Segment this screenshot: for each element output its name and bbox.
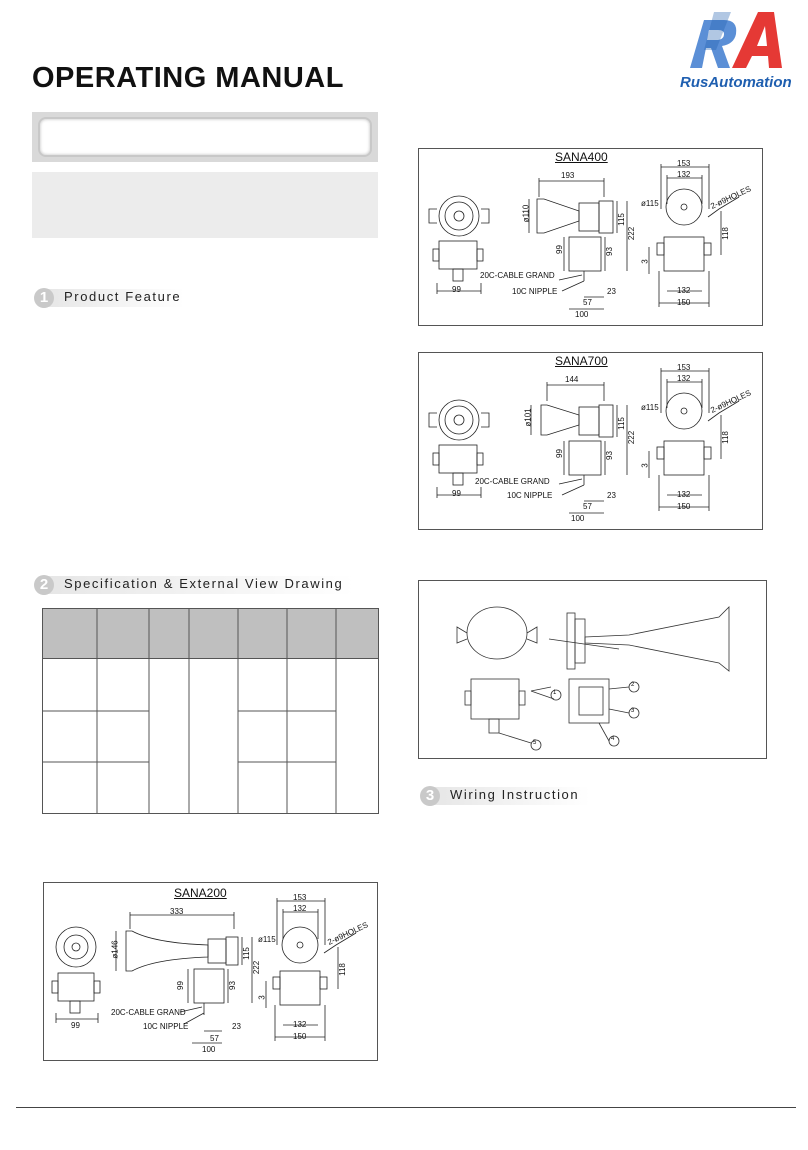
holes-label: 2-ø9HOLES <box>326 920 370 947</box>
dim-132b: 132 <box>677 490 691 499</box>
logo-text: RusAutomation <box>680 74 792 91</box>
section-label: Specification & External View Drawing <box>64 576 344 591</box>
dim-100: 100 <box>575 310 589 319</box>
dim-23: 23 <box>607 491 616 500</box>
callout-4: 4 <box>611 736 615 742</box>
dim-100: 100 <box>202 1045 216 1054</box>
dim-118: 118 <box>337 963 347 976</box>
page-title: OPERATING MANUAL <box>32 62 344 94</box>
dim-115: 115 <box>241 947 251 960</box>
dim-93: 93 <box>604 247 614 256</box>
drawing-title: SANA700 <box>555 354 608 368</box>
callout-5: 5 <box>533 740 537 746</box>
section-number: 2 <box>34 575 54 595</box>
specification-table <box>42 608 379 814</box>
section-heading-product-feature <box>34 288 194 310</box>
cable-label: 20C-CABLE GRAND <box>475 477 550 486</box>
drawing-sana400 <box>418 148 763 326</box>
dim-diameter: ø146 <box>110 940 120 959</box>
callout-3: 3 <box>631 708 635 714</box>
dim-hole-dia: ø115 <box>641 199 659 208</box>
dim-93: 93 <box>227 981 237 990</box>
holes-label: 2-ø9HOLES <box>709 184 753 211</box>
dim-99h: 99 <box>175 981 185 990</box>
drawing-sana700 <box>418 352 763 530</box>
dim-222: 222 <box>252 960 262 975</box>
dim-hole-dia: ø115 <box>641 403 659 412</box>
dim-153: 153 <box>293 893 307 902</box>
dim-diameter: ø101 <box>523 408 533 427</box>
footer-divider <box>16 1107 796 1108</box>
model-name-field <box>38 117 372 157</box>
dim-diameter: ø110 <box>521 204 531 223</box>
dim-100: 100 <box>571 514 585 523</box>
exploded-view-drawing <box>418 580 767 759</box>
exploded-view-diagram <box>419 581 766 758</box>
nipple-label: 10C NIPPLE <box>507 491 553 500</box>
cable-label: 20C-CABLE GRAND <box>480 271 555 280</box>
callout-2: 2 <box>631 682 635 688</box>
dim-23: 23 <box>232 1022 241 1031</box>
dim-153: 153 <box>677 159 691 168</box>
model-name-box <box>32 112 378 162</box>
dim-3: 3 <box>640 259 650 264</box>
dim-132b: 132 <box>293 1020 307 1029</box>
dim-57: 57 <box>583 502 592 511</box>
dim-99w: 99 <box>452 285 461 294</box>
dim-115: 115 <box>616 213 626 226</box>
dim-99w: 99 <box>452 489 461 498</box>
dim-222: 222 <box>627 226 637 241</box>
drawing-title: SANA200 <box>174 886 227 900</box>
dim-118: 118 <box>720 431 730 444</box>
company-logo <box>676 10 802 96</box>
dim-3: 3 <box>257 995 267 1000</box>
dim-57: 57 <box>210 1034 219 1043</box>
dim-57: 57 <box>583 298 592 307</box>
nipple-label: 10C NIPPLE <box>512 287 558 296</box>
dim-132: 132 <box>677 170 691 179</box>
dim-3: 3 <box>640 463 650 468</box>
dim-132b: 132 <box>677 286 691 295</box>
description-box <box>32 172 378 238</box>
section-heading-specification <box>34 575 364 597</box>
dim-93: 93 <box>604 451 614 460</box>
dim-99w: 99 <box>71 1021 80 1030</box>
dim-118: 118 <box>720 227 730 240</box>
dim-132: 132 <box>293 904 307 913</box>
drawing-sana200 <box>43 882 378 1061</box>
dim-150: 150 <box>677 298 691 307</box>
cable-label: 20C-CABLE GRAND <box>111 1008 186 1017</box>
section-number: 3 <box>420 786 440 806</box>
callout-1: 1 <box>553 690 557 696</box>
dim-length: 333 <box>170 907 184 916</box>
dim-150: 150 <box>677 502 691 511</box>
dim-99h: 99 <box>554 245 564 254</box>
dim-length: 144 <box>565 375 579 384</box>
dim-hole-dia: ø115 <box>258 935 276 944</box>
dim-222: 222 <box>627 430 637 445</box>
holes-label: 2-ø9HOLES <box>709 388 753 415</box>
section-label: Product Feature <box>64 289 182 304</box>
section-label: Wiring Instruction <box>450 787 580 802</box>
drawing-title: SANA400 <box>555 150 608 164</box>
nipple-label: 10C NIPPLE <box>143 1022 189 1031</box>
ra-logo-icon <box>676 10 802 74</box>
section-number: 1 <box>34 288 54 308</box>
dim-132: 132 <box>677 374 691 383</box>
section-heading-wiring <box>420 786 600 808</box>
dim-length: 193 <box>561 171 575 180</box>
dim-23: 23 <box>607 287 616 296</box>
dim-153: 153 <box>677 363 691 372</box>
dim-99h: 99 <box>554 449 564 458</box>
dim-150: 150 <box>293 1032 307 1041</box>
dim-115: 115 <box>616 417 626 430</box>
